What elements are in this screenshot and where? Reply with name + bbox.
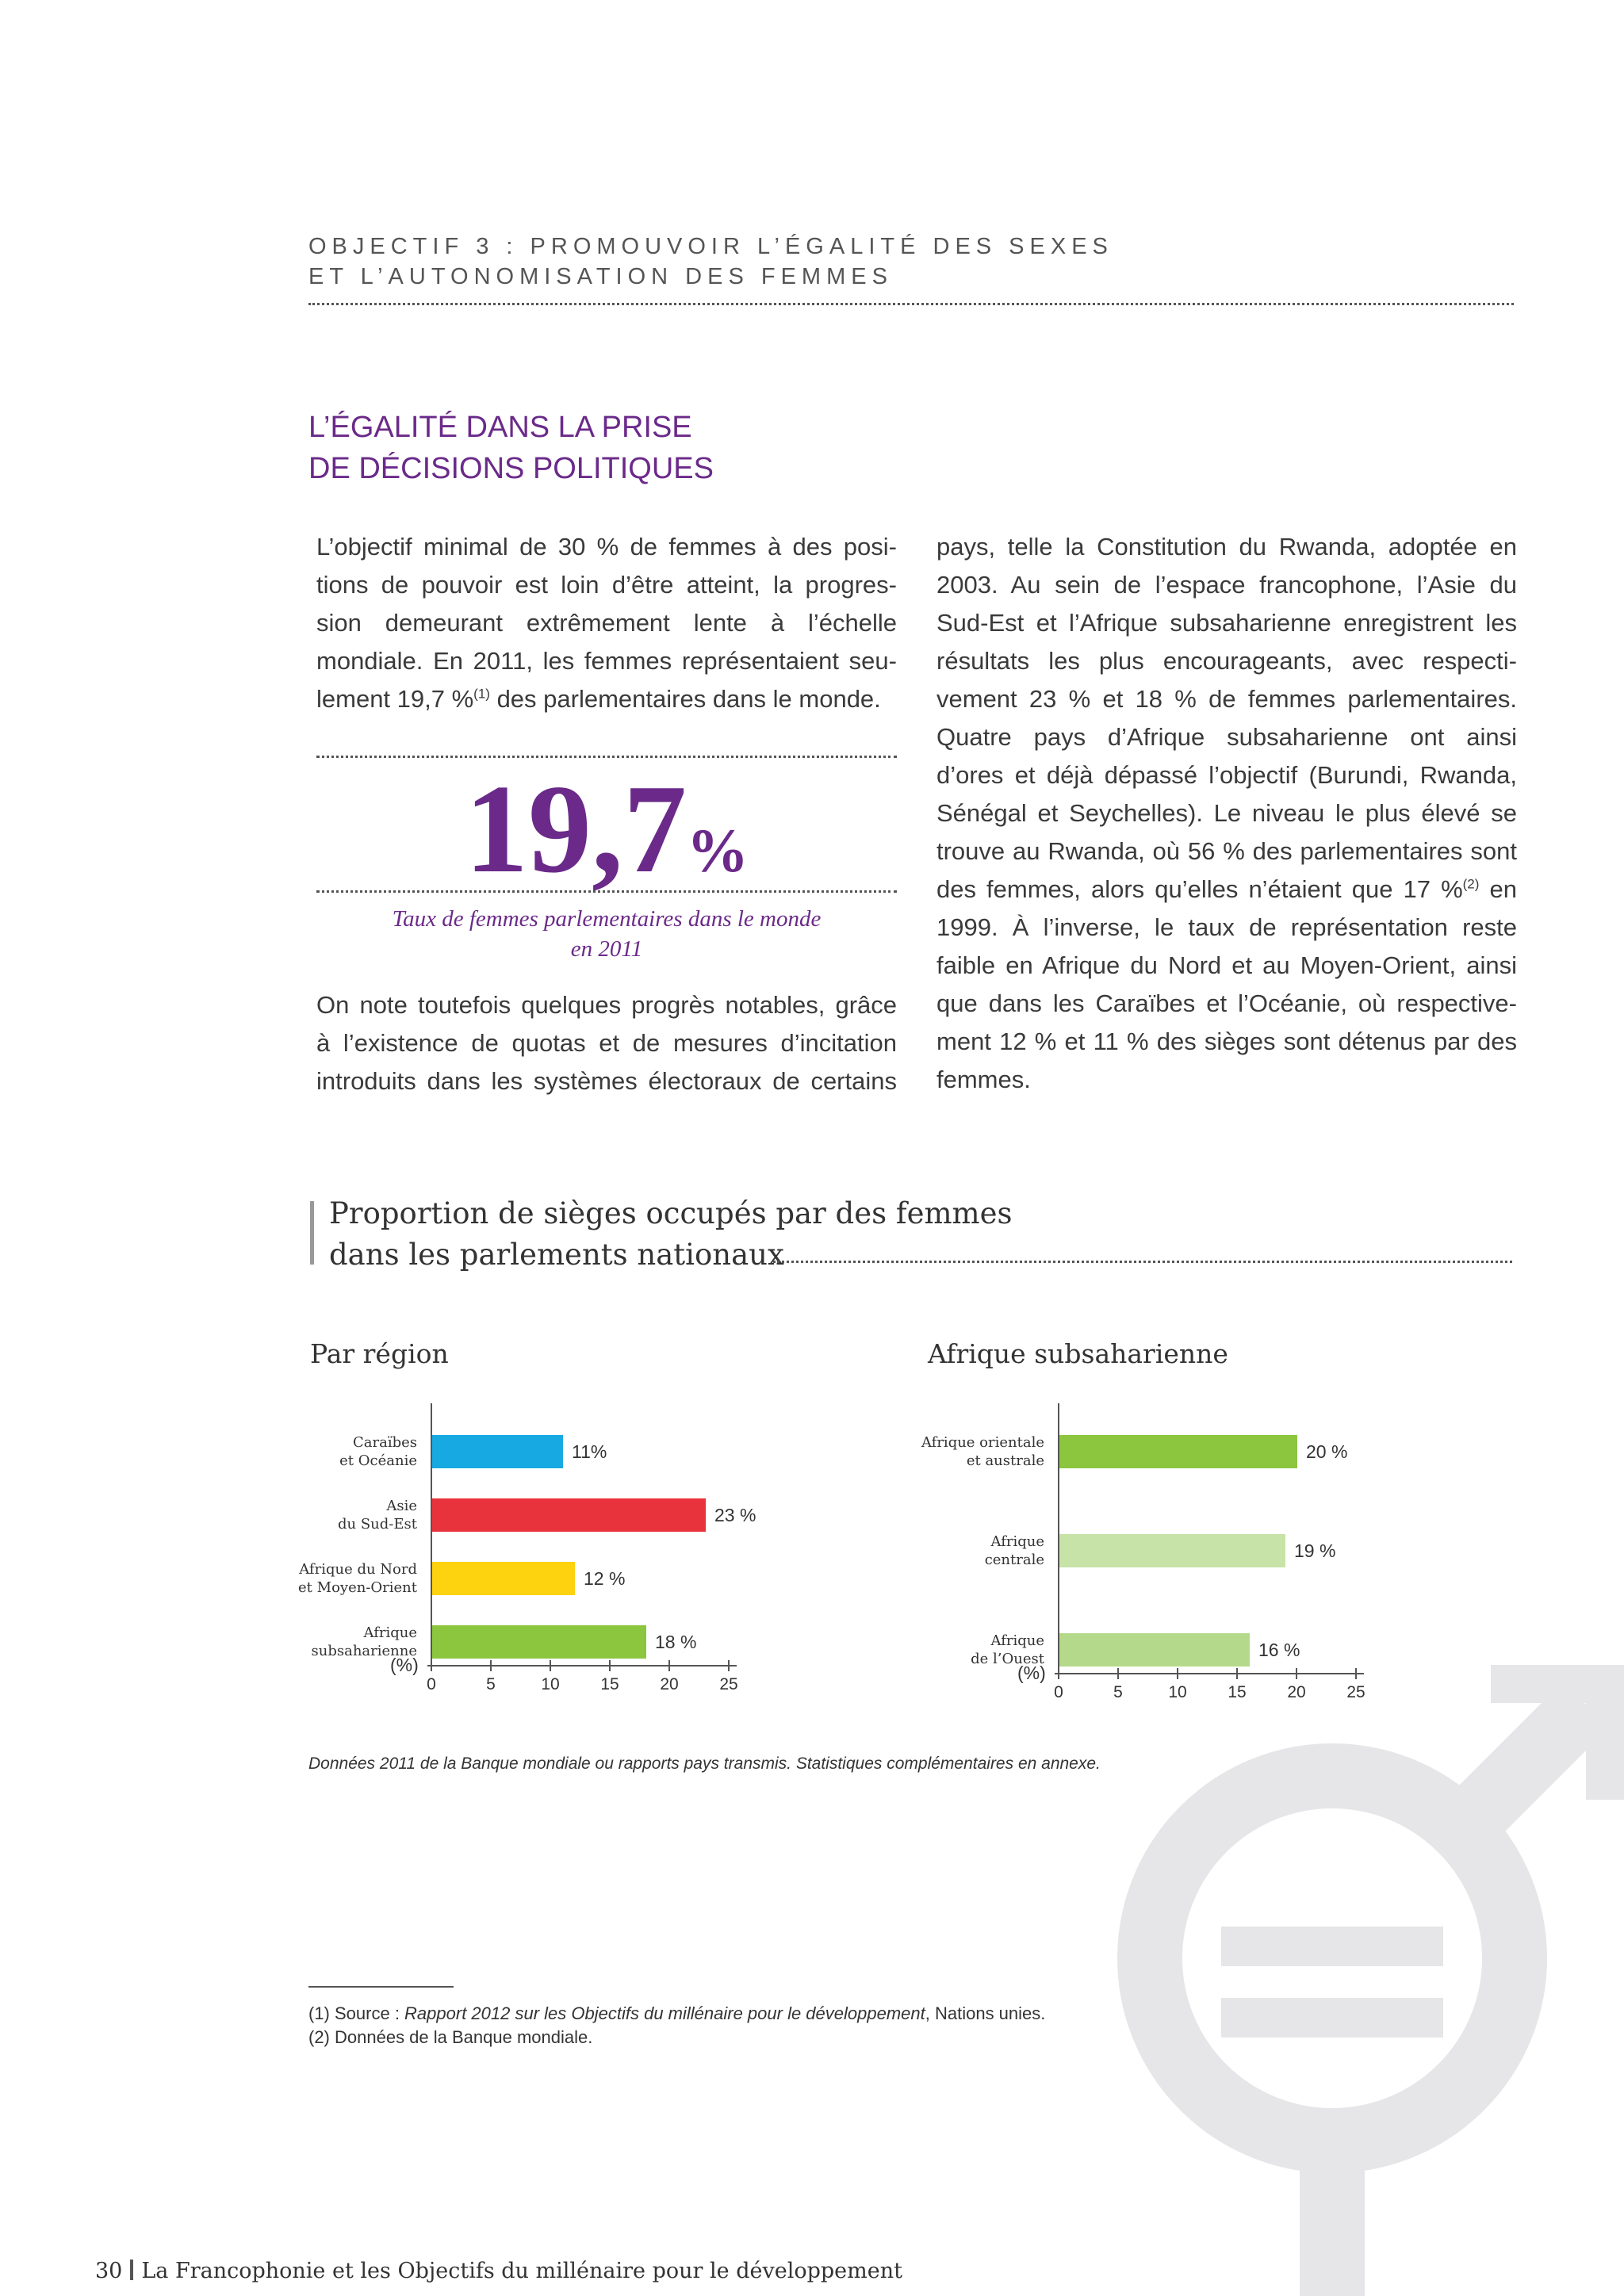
- text-run: en: [1479, 875, 1517, 903]
- highlight-number: [316, 757, 897, 922]
- page-number: 30: [95, 2259, 123, 2283]
- text-run: des parlementaires dans le monde.: [489, 685, 881, 713]
- value-label: 19 %: [1294, 1540, 1336, 1561]
- value-label: 23 %: [714, 1505, 756, 1525]
- value-label: 18 %: [655, 1632, 697, 1652]
- x-tick-label: 15: [600, 1675, 619, 1693]
- chapter-header-line1: OBJECTIF 3 : PROMOUVOIR L’ÉGALITÉ DES SEXES: [308, 234, 1113, 259]
- text-line: [316, 680, 897, 718]
- text-line: tions de pouvoir est loin d’être atteint, la progres-: [316, 571, 897, 599]
- footnote-2: (2) Données de la Banque mondiale.: [308, 2027, 593, 2047]
- value-label: 20 %: [1306, 1441, 1348, 1462]
- footer-title: La Francophonie et les Objectifs du millénaire pour le développement: [141, 2259, 902, 2283]
- category-label: Afrique subsaharienne: [311, 1624, 417, 1659]
- category-label: Afrique orientale et australe: [921, 1434, 1044, 1469]
- text-line: femmes.: [936, 1066, 1031, 1093]
- chart-region: [273, 1395, 796, 1712]
- bar: [1059, 1435, 1297, 1468]
- text-line: sion demeurant extrêmement lente à l’échelle: [316, 609, 897, 637]
- category-label: Afrique centrale: [984, 1533, 1044, 1568]
- left-paragraph-1: [316, 528, 897, 718]
- bar: [1059, 1534, 1285, 1567]
- text-line: que dans les Caraïbes et l’Océanie, où respective-: [936, 989, 1517, 1017]
- x-tick-label: 5: [1113, 1683, 1123, 1701]
- caption-line1: Taux de femmes parlementaires dans le monde: [392, 906, 822, 932]
- value-label: 12 %: [584, 1568, 626, 1589]
- axis-unit-label: (%): [390, 1655, 419, 1675]
- x-tick-label: 25: [719, 1675, 738, 1693]
- text-line: mondiale. En 2011, les femmes représentaient seu-: [316, 647, 897, 675]
- x-tick-label: 20: [660, 1675, 679, 1693]
- axis-unit-label: (%): [1017, 1663, 1046, 1683]
- chapter-header: [308, 232, 1514, 305]
- footnote-rule: [308, 1986, 454, 1988]
- x-tick-label: 0: [1054, 1683, 1063, 1701]
- text-line: Sénégal et Seychelles). Le niveau le plus élevé se: [936, 799, 1517, 827]
- footnote-text: (1) Source :: [308, 2003, 405, 2023]
- text-line: Quatre pays d’Afrique subsaharienne ont ainsi: [936, 723, 1517, 751]
- text-line: [936, 871, 1517, 909]
- page-footer: [95, 2259, 902, 2283]
- category-label: Caraïbes et Océanie: [339, 1434, 417, 1469]
- right-column-text: [936, 528, 1517, 1099]
- highlight-value: 19,7: [465, 758, 687, 899]
- text-line: d’ores et déjà dépassé l’objectif (Burundi, Rwanda,: [936, 761, 1517, 789]
- footer-separator: [130, 2260, 133, 2280]
- chart-title-accent-bar: [310, 1201, 314, 1265]
- bar: [1059, 1633, 1250, 1667]
- footnote-text: , Nations unies.: [925, 2003, 1046, 2023]
- chart-1-title: Par région: [310, 1338, 449, 1369]
- text-line: 2003. Au sein de l’espace francophone, l’Asie du: [936, 571, 1517, 599]
- text-line: vement 23 % et 18 % de femmes parlementaires.: [936, 685, 1517, 713]
- x-tick-label: 10: [1168, 1683, 1187, 1701]
- chart-source-note: Données 2011 de la Banque mondiale ou rapports pays transmis. Statistiques complémentaires en annexe.: [308, 1755, 1101, 1773]
- text-line: introduits dans les systèmes électoraux de certains: [316, 1067, 897, 1095]
- x-tick-label: 10: [541, 1675, 560, 1693]
- x-tick-label: 0: [427, 1675, 436, 1693]
- text-line: résultats les plus encourageants, avec respecti-: [936, 647, 1517, 675]
- text-run: lement 19,7 %: [316, 685, 474, 713]
- bar: [432, 1435, 563, 1468]
- text-line: 1999. À l’inverse, le taux de représentation reste: [936, 913, 1517, 941]
- text-line: à l’existence de quotas et de mesures d’incitation: [316, 1029, 897, 1057]
- footnote-1: [308, 2002, 1045, 2025]
- footnote-source-title: Rapport 2012 sur les Objectifs du millénaire pour le développement: [404, 2003, 925, 2023]
- section-title-line2: DE DÉCISIONS POLITIQUES: [308, 452, 714, 485]
- left-paragraph-2: [316, 986, 897, 1100]
- bar: [432, 1625, 646, 1659]
- category-label: Afrique du Nord et Moyen-Orient: [298, 1561, 417, 1596]
- text-line: Sud-Est et l’Afrique subsaharienne enregistrent les: [936, 609, 1517, 637]
- chart-title-line2: dans les parlements nationaux: [329, 1238, 784, 1272]
- text-line: trouve au Rwanda, où 56 % des parlementaires sont: [936, 837, 1517, 865]
- category-label: Afrique de l’Ouest: [971, 1632, 1044, 1667]
- highlight-caption: [316, 904, 897, 964]
- text-line: L’objectif minimal de 30 % de femmes à des posi-: [316, 533, 897, 561]
- chart-2-title: Afrique subsaharienne: [928, 1338, 1228, 1369]
- section-title: [308, 407, 1101, 489]
- footnote-ref: (1): [473, 686, 490, 702]
- chart-title-line1: Proportion de sièges occupés par des femmes: [329, 1196, 1013, 1230]
- gender-equality-symbol-icon: [1094, 1649, 1624, 2296]
- chapter-header-line2: ET L’AUTONOMISATION DES FEMMES: [308, 264, 893, 289]
- text-line: pays, telle la Constitution du Rwanda, adoptée en: [936, 533, 1517, 561]
- chart-title-divider: [773, 1261, 1512, 1263]
- value-label: 11%: [572, 1441, 607, 1462]
- caption-line2: en 2011: [570, 936, 643, 962]
- text-run: des femmes, alors qu’elles n’étaient que 17 %: [936, 875, 1463, 903]
- highlight-unit: %: [687, 816, 749, 885]
- section-title-line1: L’ÉGALITÉ DANS LA PRISE: [308, 411, 692, 444]
- chart-subsaharan: [900, 1395, 1423, 1712]
- text-line: ment 12 % et 11 % des sièges sont détenus par des: [936, 1027, 1517, 1055]
- chart-section-title: [329, 1193, 1013, 1276]
- highlight-bottom-divider: [316, 890, 897, 893]
- text-line: On note toutefois quelques progrès notables, grâce: [316, 991, 897, 1019]
- footnote-ref: (2): [1462, 876, 1480, 892]
- x-tick-label: 20: [1287, 1683, 1306, 1701]
- x-tick-label: 25: [1346, 1683, 1365, 1701]
- category-label: Asie du Sud-Est: [338, 1498, 417, 1533]
- bar: [432, 1498, 706, 1532]
- header-divider: [308, 303, 1514, 305]
- text-line: faible en Afrique du Nord et au Moyen-Orient, ainsi: [936, 951, 1517, 979]
- x-tick-label: 15: [1228, 1683, 1247, 1701]
- value-label: 16 %: [1258, 1640, 1300, 1660]
- bar: [432, 1562, 575, 1595]
- x-tick-label: 5: [486, 1675, 496, 1693]
